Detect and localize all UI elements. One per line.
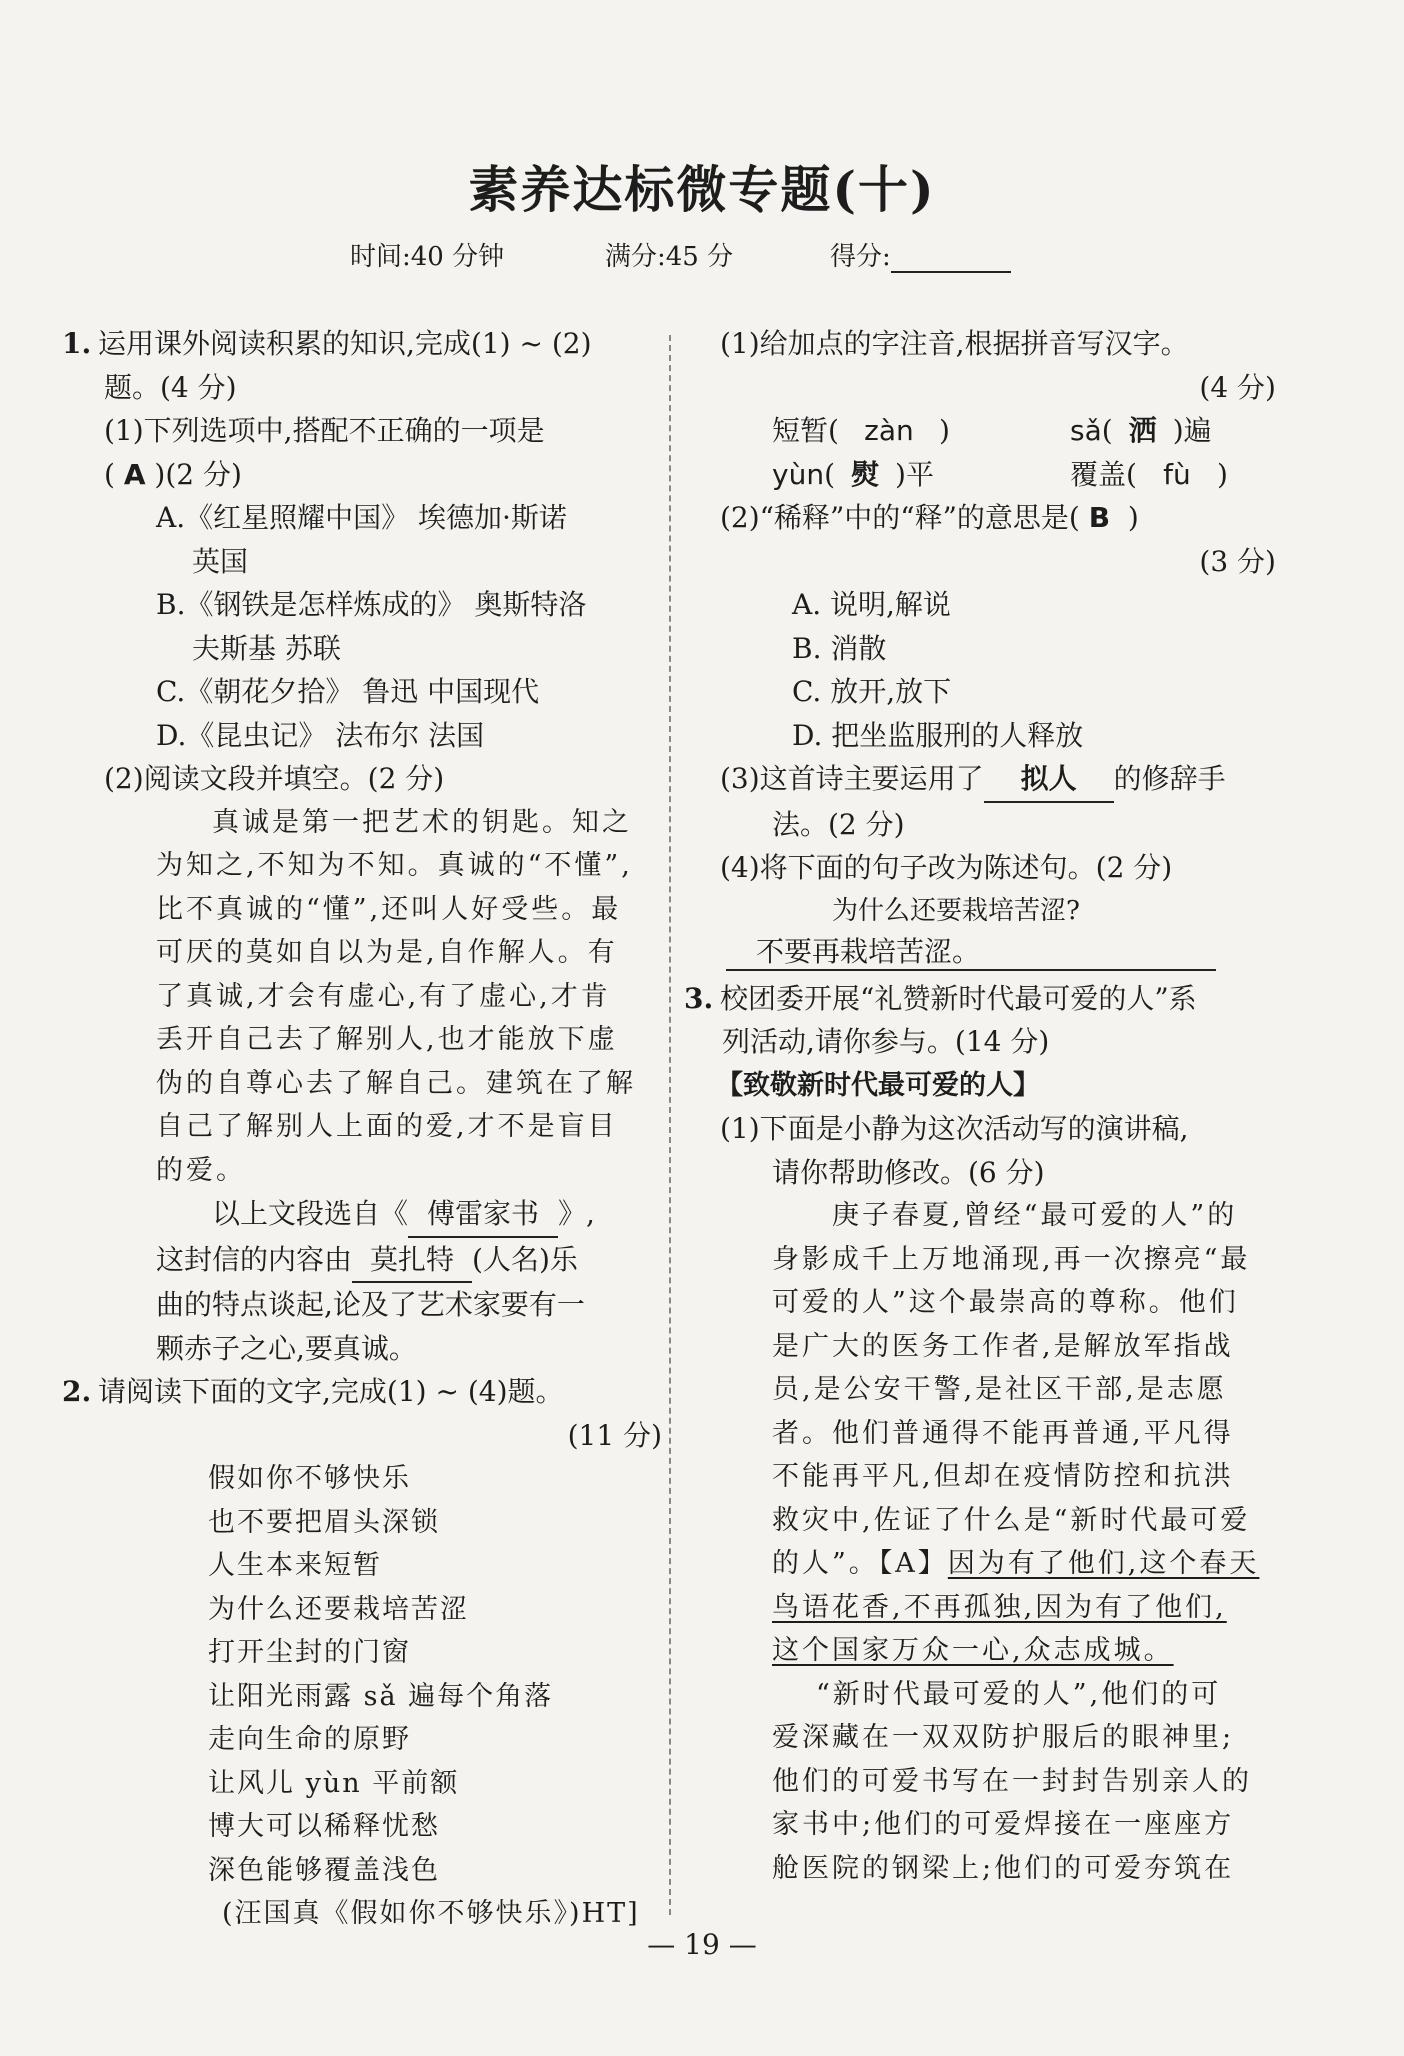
q1-sub1: (1)下列选项中,搭配不正确的一项是 (104, 414, 545, 447)
paren-close: )(2 分) (154, 457, 242, 491)
speech-line: 他们的可爱书写在一封封告别亲人的 (772, 1765, 1252, 1797)
score-blank[interactable] (891, 245, 1011, 273)
word-duanzan: 短暂 (772, 414, 829, 447)
fu-answer[interactable]: fù (1163, 457, 1191, 491)
q1-number: 1. (62, 327, 92, 360)
book-title-answer[interactable]: 傅雷家书 (408, 1192, 558, 1238)
q2-sub2-text: (2)“稀释”中的“释”的意思是( (720, 501, 1080, 534)
yun-answer[interactable]: 熨 (850, 457, 879, 491)
option-a-line1: A.《红星照耀中国》 埃德加·斯诺 (156, 501, 567, 534)
fill-line2 (62, 1238, 662, 1284)
sa-suffix: 遍 (1183, 414, 1212, 447)
poem (62, 1457, 662, 1936)
underlined-sentence: 因为有了他们,这个春天 (947, 1548, 1260, 1579)
fill-text: 以上文段选自《 (212, 1197, 409, 1230)
q2-stem-text: 请阅读下面的文字,完成(1) ~ (4)题。 (98, 1375, 564, 1408)
paren-open: ( (104, 457, 115, 491)
passage-line: 为知之,不知为不知。真诚的“不懂”, (156, 850, 633, 881)
q2-option: C. 放开,放下 (792, 675, 952, 708)
q1-stem-line1 (62, 322, 662, 366)
pinyin-row2: yùn( 熨 )平 覆盖( fù ) (686, 453, 1276, 497)
pinyin-row1: 短暂( zàn ) sǎ( 洒 )遍 (686, 409, 1276, 453)
passage-line: 伪的自尊心去了解自己。建筑在了解 (156, 1067, 636, 1099)
declarative-answer[interactable]: 不要再栽培苦涩。 (726, 933, 1216, 971)
rhetoric-answer[interactable]: 拟人 (984, 757, 1114, 803)
q2-sub4-sentence: 为什么还要栽培苦涩? (832, 895, 1080, 926)
q2-option: D. 把坐监服刑的人释放 (792, 718, 1084, 752)
page-number: — 19 — (647, 1928, 757, 1961)
yun-pinyin: yùn (772, 457, 825, 491)
right-column (686, 322, 1276, 1890)
poem-line: 让风儿 yùn 平前额 (208, 1767, 460, 1799)
poem-line: 让阳光雨露 sǎ 遍每个角落 (208, 1680, 554, 1712)
sa-answer[interactable]: 洒 (1128, 414, 1157, 447)
q2-option: B. 消散 (792, 631, 887, 665)
poem-line: 打开尘封的门窗 (208, 1637, 411, 1668)
q2-sub1: (1)给加点的字注音,根据拼音写汉字。 (720, 327, 1189, 360)
passage-line: 的爱。 (156, 1154, 246, 1186)
mark-a: 【A】 (878, 1548, 948, 1579)
option-b-line1: B.《钢铁是怎样炼成的》 奥斯特洛 (156, 588, 587, 621)
section-heading: 【致敬新时代最可爱的人】 (716, 1069, 1040, 1101)
q1-stem-line2: 题。(4 分) (104, 370, 237, 404)
q3-stem (684, 977, 1276, 1021)
q2-stem (62, 1370, 662, 1414)
q3-number: 3. (684, 981, 714, 1015)
score-label: 得分: (830, 242, 891, 272)
q2-sub4-answer-row (686, 933, 1276, 977)
poem-line: 深色能够覆盖浅色 (208, 1854, 440, 1886)
q1-sub1-answer[interactable]: A (123, 457, 146, 491)
q2-sub1-score: (4 分) (1199, 370, 1276, 404)
sa-pinyin: sǎ (1070, 414, 1102, 447)
left-column (62, 322, 662, 1936)
passage-line: 自己了解别人上面的爱,才不是盲目 (156, 1111, 618, 1142)
poem-line: 也不要把眉头深锁 (208, 1506, 440, 1538)
poem-source: (汪国真《假如你不够快乐》)HT] (222, 1898, 640, 1929)
word-fugai: 覆盖 (1070, 457, 1127, 491)
q2-sub2-answer[interactable]: B (1088, 501, 1111, 534)
poem-line: 人生本来短暂 (208, 1550, 382, 1581)
speech-line: 庚子春夏,曾经“最可爱的人”的 (832, 1200, 1238, 1231)
speech-line: 救灾中,佐证了什么是“新时代最可爱 (772, 1504, 1251, 1536)
fill-line1 (62, 1192, 662, 1238)
q3-sub1-line2: 请你帮助修改。(6 分) (772, 1155, 1045, 1189)
fill-line3: 曲的特点谈起,论及了艺术家要有一 (156, 1288, 585, 1321)
q1-stem: 运用课外阅读积累的知识,完成(1) ~ (2) (98, 327, 592, 360)
underlined-sentence: 鸟语花香,不再孤独,因为有了他们, (772, 1591, 1227, 1623)
time-limit: 时间:40 分钟 (350, 242, 505, 272)
q3-sub1: (1)下面是小静为这次活动写的演讲稿, (720, 1112, 1189, 1145)
q3-stem-text: 校团委开展“礼赞新时代最可爱的人”系 (720, 981, 1197, 1015)
fill-text: 这封信的内容由 (156, 1242, 353, 1276)
speech-line: 舱医院的钢梁上;他们的可爱夯筑在 (772, 1852, 1235, 1884)
q2-sub3-text2: 的修辞手 (1113, 762, 1226, 795)
speech-line: 是广大的医务工作者,是解放军指战 (772, 1330, 1234, 1362)
q2-sub3-line2: 法。(2 分) (772, 807, 905, 841)
underlined-sentence: 这个国家万众一心,众志成城。 (772, 1635, 1174, 1666)
speech-line: 爱深藏在一双双防护服后的眼神里; (772, 1722, 1235, 1753)
q1-sub1-answer-line (62, 453, 662, 497)
poem-line: 走向生命的原野 (208, 1724, 411, 1755)
score-field (830, 236, 1011, 273)
q2-sub4: (4)将下面的句子改为陈述句。(2 分) (720, 851, 1173, 884)
q2-option: A. 说明,解说 (792, 588, 951, 621)
passage-line: 可厌的莫如自以为是,自作解人。有 (156, 937, 618, 968)
q1-passage (62, 801, 662, 1193)
q2-sub2 (686, 496, 1276, 540)
speech-line: 身影成千上万地涌现,再一次擦亮“最 (772, 1243, 1251, 1275)
zan-answer[interactable]: zàn (864, 414, 914, 447)
speech-passage (686, 1194, 1276, 1890)
poem-line: 博大可以稀释忧愁 (208, 1811, 440, 1842)
passage-line: 丢开自己去了解别人,也才能放下虚 (156, 1024, 618, 1055)
q2-sub3 (686, 757, 1276, 803)
speech-line (686, 1586, 1276, 1630)
fill-text: (人名)乐 (472, 1242, 578, 1276)
yun-suffix: 平 (905, 457, 934, 491)
option-b-line2: 夫斯基 苏联 (192, 631, 341, 665)
fill-text: 》, (558, 1197, 595, 1230)
option-a-line2: 英国 (192, 544, 249, 578)
q1-sub2: (2)阅读文段并填空。(2 分) (104, 762, 445, 795)
speech-line-a (686, 1542, 1276, 1586)
q2-number: 2. (62, 1375, 92, 1408)
passage-line: 比不真诚的“懂”,还叫人好受些。最 (156, 893, 622, 925)
speech-line: 者。他们普通得不能再普通,平凡得 (772, 1417, 1234, 1449)
speech-line: 不能再平凡,但却在疫情防控和抗洪 (772, 1461, 1234, 1492)
paren-close: ) (1127, 501, 1139, 534)
person-answer[interactable]: 莫扎特 (352, 1238, 472, 1284)
passage-line: 真诚是第一把艺术的钥匙。知之 (212, 806, 632, 838)
q3-stem2: 列活动,请你参与。(14 分) (722, 1025, 1050, 1058)
full-score: 满分:45 分 (605, 242, 734, 272)
option-d: D.《昆虫记》 法布尔 法国 (156, 718, 485, 752)
speech-line: 家书中;他们的可爱焊接在一座座方 (772, 1809, 1235, 1840)
q2-score: (11 分) (567, 1418, 662, 1452)
speech-line: “新时代最可爱的人”,他们的可 (816, 1678, 1222, 1710)
page-title: 素养达标微专题(十) (468, 160, 936, 219)
option-c: C.《朝花夕拾》 鲁迅 中国现代 (156, 675, 540, 708)
speech-line: 可爱的人”这个最崇高的尊称。他们 (772, 1287, 1239, 1318)
fill-line4: 颗赤子之心,要真诚。 (156, 1331, 417, 1365)
speech-line: 员,是公安干警,是社区干部,是志愿 (772, 1374, 1227, 1405)
poem-line: 假如你不够快乐 (208, 1463, 411, 1494)
speech-text: 的人”。 (772, 1548, 879, 1579)
q2-sub3-text: (3)这首诗主要运用了 (720, 762, 984, 795)
column-divider (669, 335, 671, 1915)
speech-line (686, 1629, 1276, 1673)
q2-sub2-score: (3 分) (1199, 544, 1276, 578)
passage-line: 了真诚,才会有虚心,有了虚心,才肯 (156, 980, 611, 1012)
poem-line: 为什么还要栽培苦涩 (208, 1593, 469, 1625)
